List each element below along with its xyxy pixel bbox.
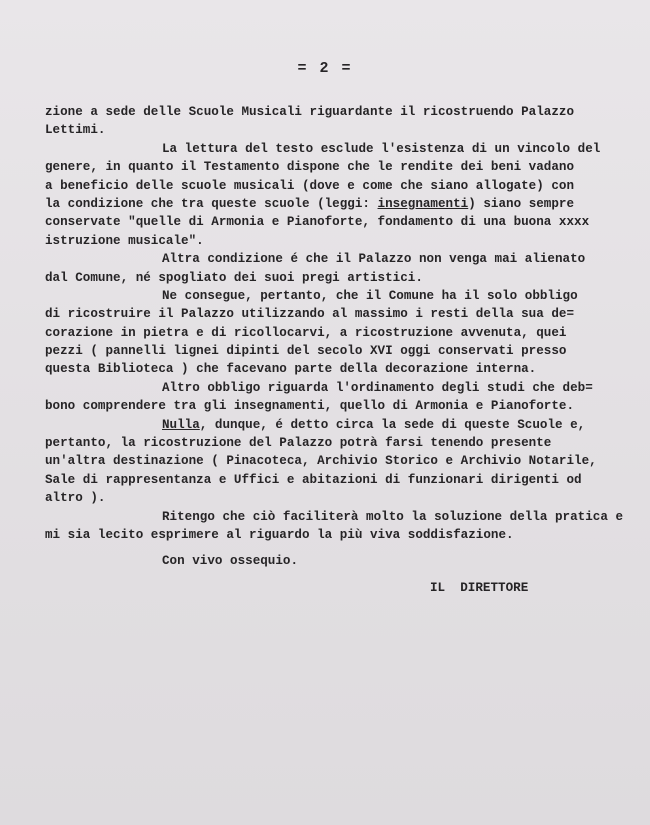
text-line: [45, 416, 640, 434]
text-line: conservate "quelle di Armonia e Pianoforte, fondamento di una buona xxxx: [45, 215, 590, 230]
text-line: altro ).: [45, 491, 106, 506]
body-lines: [45, 103, 640, 544]
line-segment: , dunque, é detto circa la sede di queste Scuole e,: [199, 417, 586, 432]
text-line: corazione in pietra e di ricollocarvi, a ricostruzione avvenuta, quei: [45, 325, 567, 340]
line-segment: ) siano sempre: [468, 196, 575, 211]
underlined-word: insegnamenti: [377, 196, 469, 211]
text-line: mi sia lecito esprimere al riguardo la più viva soddisfazione.: [45, 527, 514, 542]
text-line: questa Biblioteca ) che facevano parte della decorazione interna.: [45, 362, 537, 377]
closing-salutation: Con vivo ossequio.: [162, 554, 299, 569]
letter-body: [45, 103, 640, 597]
underlined-word: Nulla: [162, 417, 200, 432]
text-line: La lettura del testo esclude l'esistenza di un vincolo del: [162, 141, 601, 156]
text-line: bono comprendere tra gli insegnamenti, quello di Armonia e Pianoforte.: [45, 399, 575, 414]
text-line: Altro obbligo riguarda l'ordinamento degli studi che deb=: [162, 380, 593, 395]
text-line: pezzi ( pannelli lignei dipinti del secolo XVI oggi conservati presso: [45, 344, 567, 359]
signature: IL DIRETTORE: [430, 580, 529, 595]
text-line: genere, in quanto il Testamento dispone che le rendite dei beni vadano: [45, 160, 575, 175]
text-line: Ne consegue, pertanto, che il Comune ha il solo obbligo: [162, 288, 578, 303]
text-line: a beneficio delle scuole musicali (dove e come che siano allogate) con: [45, 178, 575, 193]
text-line: dal Comune, né spogliato dei suoi pregi artistici.: [45, 270, 423, 285]
line-segment: la condizione che tra queste scuole (leggi:: [45, 196, 378, 211]
text-line: Ritengo che ciò faciliterà molto la soluzione della pratica e: [162, 509, 624, 524]
text-line: Lettimi.: [45, 123, 106, 138]
text-line: [45, 195, 640, 213]
text-line: un'altra destinazione ( Pinacoteca, Archivio Storico e Archivio Notarile,: [45, 454, 597, 469]
text-line: Sale di rappresentanza e Uffici e abitazioni di funzionari dirigenti od: [45, 472, 582, 487]
text-line: zione a sede delle Scuole Musicali riguardante il ricostruendo Palazzo: [45, 105, 575, 119]
text-line: di ricostruire il Palazzo utilizzando al massimo i resti della sua de=: [45, 307, 575, 322]
text-line: istruzione musicale".: [45, 233, 204, 248]
text-line: pertanto, la ricostruzione del Palazzo potrà farsi tenendo presente: [45, 436, 552, 451]
text-line: Altra condizione é che il Palazzo non venga mai alienato: [162, 252, 586, 267]
page-number: = 2 =: [297, 60, 353, 77]
